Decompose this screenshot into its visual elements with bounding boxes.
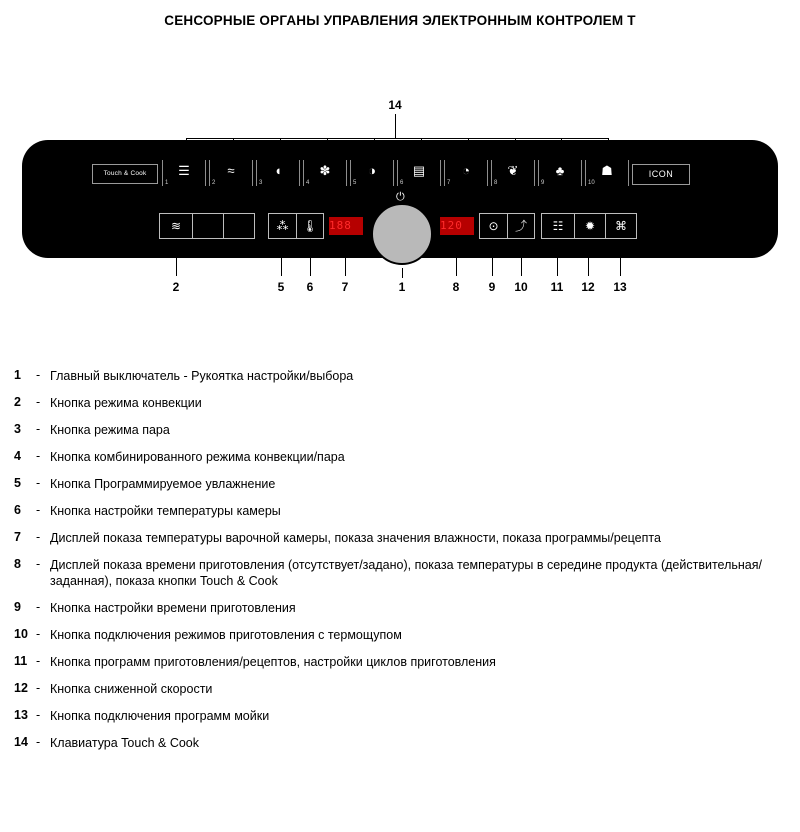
leader-1 bbox=[402, 268, 403, 278]
touch-and-cook-label: Touch & Cook bbox=[92, 164, 158, 184]
core-probe-icon: ⤴ bbox=[514, 219, 527, 233]
tc-key-number: 8 bbox=[494, 180, 498, 186]
right-display: 120 bbox=[438, 215, 476, 237]
legend-text: Дисплей показа времени приготовления (отсутствует/задано), показа температуры в середине продукта (действительная/заданная), показа кнопки Touch & Cook bbox=[50, 558, 762, 588]
pizza-icon: ◔ bbox=[462, 163, 470, 178]
humidity-button[interactable] bbox=[269, 214, 296, 238]
programs-button[interactable] bbox=[542, 214, 574, 238]
legend-list bbox=[0, 368, 800, 762]
legend-number: 2 bbox=[14, 395, 21, 409]
leader-10 bbox=[521, 240, 522, 276]
icon-label-box: ICON bbox=[632, 164, 690, 185]
list-item bbox=[0, 600, 800, 616]
touch-and-cook-keypad[interactable] bbox=[92, 160, 692, 186]
callout-9: 9 bbox=[488, 280, 496, 294]
legend-text: Кнопка Программируемое увлажнение bbox=[50, 477, 276, 491]
main-switch-knob[interactable] bbox=[371, 203, 433, 265]
legend-number: 14 bbox=[14, 735, 28, 749]
legend-dash: - bbox=[36, 557, 41, 571]
leader-7 bbox=[345, 240, 346, 276]
bracket-14 bbox=[186, 138, 608, 139]
legend-number: 1 bbox=[14, 368, 21, 382]
legend-text: Дисплей показа температуры варочной камеры, показа значения влажности, показа программы/рецепта bbox=[50, 531, 661, 545]
legend-number: 12 bbox=[14, 681, 28, 695]
legend-text: Кнопка комбинированного режима конвекции/пара bbox=[50, 450, 345, 464]
legend-text: Кнопка режима конвекции bbox=[50, 396, 202, 410]
leader-11 bbox=[557, 240, 558, 276]
callout-7: 7 bbox=[341, 280, 349, 294]
cooking-time-button[interactable] bbox=[480, 214, 507, 238]
leader-9 bbox=[492, 240, 493, 276]
leader-2 bbox=[176, 240, 177, 276]
core-probe-button[interactable] bbox=[507, 214, 534, 238]
legend-number: 10 bbox=[14, 627, 28, 641]
legend-text: Кнопка режима пара bbox=[50, 423, 170, 437]
wash-programs-button[interactable] bbox=[605, 214, 636, 238]
legend-number: 5 bbox=[14, 476, 21, 490]
legend-dash: - bbox=[36, 600, 41, 614]
legend-dash: - bbox=[36, 422, 41, 436]
list-item bbox=[0, 654, 800, 670]
legend-number: 8 bbox=[14, 557, 21, 571]
tc-key-2[interactable] bbox=[209, 160, 253, 186]
regeneration-icon: ♣ bbox=[555, 163, 565, 178]
legend-text: Кнопка подключения программ мойки bbox=[50, 709, 270, 723]
cooking-time-icon: ⊙ bbox=[488, 219, 499, 233]
page-title: СЕНСОРНЫЕ ОРГАНЫ УПРАВЛЕНИЯ ЭЛЕКТРОННЫМ КОНТРОЛЕМ Т bbox=[164, 13, 636, 28]
callout-6: 6 bbox=[306, 280, 314, 294]
legend-dash: - bbox=[36, 654, 41, 668]
tc-key-5[interactable] bbox=[350, 160, 394, 186]
legend-number: 6 bbox=[14, 503, 21, 517]
chamber-temperature-button[interactable] bbox=[296, 214, 323, 238]
tc-key-number: 7 bbox=[447, 180, 451, 186]
legend-number: 9 bbox=[14, 600, 21, 614]
tc-key-number: 6 bbox=[400, 180, 404, 186]
list-item bbox=[0, 449, 800, 465]
tc-key-number: 1 bbox=[165, 180, 169, 186]
list-item bbox=[0, 735, 800, 751]
roast-meat-icon: ☰ bbox=[178, 163, 190, 178]
chamber-temperature-icon: 🌡 bbox=[302, 219, 318, 233]
programs-icon: ☷ bbox=[552, 219, 564, 233]
vegetables-icon: ▤ bbox=[412, 163, 426, 178]
list-item bbox=[0, 530, 800, 546]
legend-text: Кнопка настройки температуры камеры bbox=[50, 504, 281, 518]
tc-key-number: 9 bbox=[541, 180, 545, 186]
convection-icon: ≋ bbox=[170, 219, 182, 233]
list-item bbox=[0, 368, 800, 384]
side-dish-icon: ❦ bbox=[507, 163, 519, 178]
list-item bbox=[0, 627, 800, 643]
list-item bbox=[0, 422, 800, 438]
legend-number: 7 bbox=[14, 530, 21, 544]
power-switch-icon: ⏻ bbox=[396, 191, 405, 203]
legend-number: 4 bbox=[14, 449, 21, 463]
legend-dash: - bbox=[36, 395, 41, 409]
tc-key-3[interactable] bbox=[256, 160, 300, 186]
tc-key-8[interactable] bbox=[491, 160, 535, 186]
convection-mode-button[interactable] bbox=[160, 214, 192, 238]
mode-buttons-group[interactable] bbox=[159, 213, 255, 239]
cleaning-icon: ☗ bbox=[601, 163, 613, 178]
poultry-icon: ✽ bbox=[319, 163, 331, 178]
tc-key-9[interactable] bbox=[538, 160, 582, 186]
reduced-speed-icon: ✹ bbox=[584, 219, 596, 233]
leader-8 bbox=[456, 240, 457, 276]
legend-dash: - bbox=[36, 476, 41, 490]
leader-14 bbox=[395, 114, 396, 138]
callout-2: 2 bbox=[172, 280, 180, 294]
humidity-icon: ⁂ bbox=[276, 219, 289, 233]
callout-1: 1 bbox=[398, 280, 406, 294]
tc-key-6[interactable] bbox=[397, 160, 441, 186]
legend-text: Кнопка программ приготовления/рецептов, настройки циклов приготовления bbox=[50, 655, 496, 669]
legend-text: Кнопка сниженной скорости bbox=[50, 682, 213, 696]
callout-13: 13 bbox=[613, 280, 627, 294]
legend-dash: - bbox=[36, 627, 41, 641]
tc-key-number: 10 bbox=[588, 180, 595, 186]
list-item bbox=[0, 681, 800, 697]
callout-5: 5 bbox=[277, 280, 285, 294]
legend-text: Клавиатура Touch & Cook bbox=[50, 736, 199, 750]
pastry-icon: ◑ bbox=[368, 163, 376, 178]
legend-number: 13 bbox=[14, 708, 28, 722]
legend-dash: - bbox=[36, 708, 41, 722]
callout-12: 12 bbox=[581, 280, 595, 294]
reduced-speed-button[interactable] bbox=[574, 214, 605, 238]
tc-key-7[interactable] bbox=[444, 160, 488, 186]
legend-text: Кнопка подключения режимов приготовления с термощупом bbox=[50, 628, 402, 642]
humidity-temp-group[interactable] bbox=[268, 213, 324, 239]
legend-text: Кнопка настройки времени приготовления bbox=[50, 601, 296, 615]
tc-key-10[interactable] bbox=[585, 160, 629, 186]
legend-number: 11 bbox=[14, 654, 28, 668]
leader-12 bbox=[588, 240, 589, 276]
tc-key-number: 2 bbox=[212, 180, 216, 186]
wash-programs-icon: ⌘ bbox=[615, 219, 627, 233]
control-panel-diagram bbox=[0, 28, 800, 318]
legend-dash: - bbox=[36, 449, 41, 463]
legend-dash: - bbox=[36, 503, 41, 517]
fish-icon: ≈ bbox=[227, 163, 235, 178]
leader-5 bbox=[281, 240, 282, 276]
legend-dash: - bbox=[36, 368, 41, 382]
legend-dash: - bbox=[36, 681, 41, 695]
tc-key-4[interactable] bbox=[303, 160, 347, 186]
programs-group[interactable] bbox=[541, 213, 637, 239]
legend-dash: - bbox=[36, 530, 41, 544]
list-item bbox=[0, 503, 800, 519]
list-item bbox=[0, 557, 800, 589]
list-item bbox=[0, 395, 800, 411]
tc-key-number: 4 bbox=[306, 180, 310, 186]
legend-number: 3 bbox=[14, 422, 21, 436]
callout-8: 8 bbox=[452, 280, 460, 294]
leader-13 bbox=[620, 240, 621, 276]
steam-mode-button[interactable] bbox=[192, 214, 223, 238]
time-probe-group[interactable] bbox=[479, 213, 535, 239]
callout-14: 14 bbox=[388, 98, 402, 112]
callout-10: 10 bbox=[514, 280, 528, 294]
left-display: 188 bbox=[327, 215, 365, 237]
legend-dash: - bbox=[36, 735, 41, 749]
leader-6 bbox=[310, 240, 311, 276]
callout-11: 11 bbox=[550, 280, 564, 294]
tc-key-number: 5 bbox=[353, 180, 357, 186]
tc-key-number: 3 bbox=[259, 180, 263, 186]
tc-key-1[interactable] bbox=[162, 160, 206, 186]
list-item bbox=[0, 476, 800, 492]
legend-text: Главный выключатель - Рукоятка настройки/выбора bbox=[50, 369, 354, 383]
bread-icon: ◖ bbox=[274, 163, 282, 178]
combi-mode-button[interactable] bbox=[223, 214, 254, 238]
list-item bbox=[0, 708, 800, 724]
